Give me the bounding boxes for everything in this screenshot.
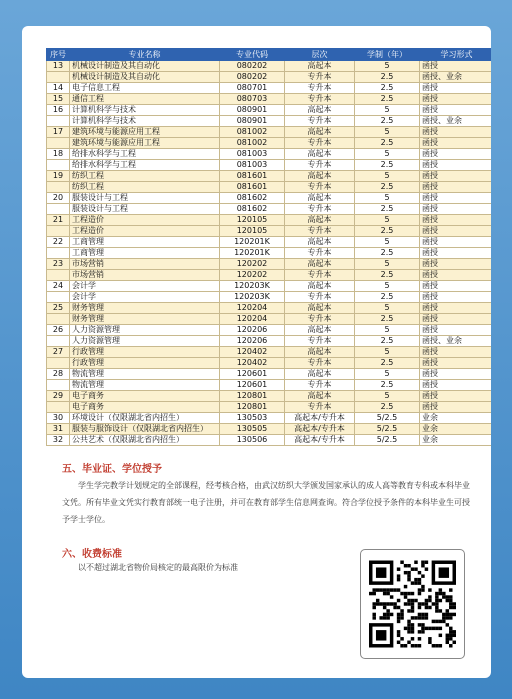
cell-name: 行政管理 [70, 347, 220, 358]
cell-name: 公共艺术（仅限湖北省内招生） [70, 435, 220, 446]
cell-years: 5 [355, 127, 420, 138]
cell-name: 物流管理 [70, 369, 220, 380]
table-row [47, 391, 492, 402]
section6-text: 以不超过湖北省物价局核定的最高限价为标准 [78, 563, 238, 572]
cell-mode: 函授 [420, 105, 492, 116]
cell-years: 2.5 [355, 248, 420, 259]
cell-code: 120203K [220, 281, 285, 292]
cell-level: 高起本 [285, 171, 355, 182]
cell-level: 高起本 [285, 127, 355, 138]
cell-name: 工商管理 [70, 248, 220, 259]
cell-years: 2.5 [355, 358, 420, 369]
cell-code: 081601 [220, 182, 285, 193]
cell-code: 080703 [220, 94, 285, 105]
cell-code: 120204 [220, 314, 285, 325]
cell-mode: 函授 [420, 281, 492, 292]
cell-no [47, 226, 70, 237]
cell-no [47, 336, 70, 347]
table-row [47, 358, 492, 369]
cell-code: 120201K [220, 237, 285, 248]
cell-no [47, 380, 70, 391]
cell-level: 高起本 [285, 347, 355, 358]
header-mode: 学习形式 [420, 49, 492, 61]
cell-code: 080901 [220, 105, 285, 116]
cell-code: 080901 [220, 116, 285, 127]
table-row [47, 303, 492, 314]
cell-years: 2.5 [355, 292, 420, 303]
header-years: 学制（年） [355, 49, 420, 61]
cell-no: 19 [47, 171, 70, 182]
cell-name: 人力资源管理 [70, 325, 220, 336]
table-row [47, 424, 492, 435]
cell-years: 5 [355, 193, 420, 204]
cell-code: 120105 [220, 226, 285, 237]
cell-no: 32 [47, 435, 70, 446]
cell-years: 5 [355, 347, 420, 358]
cell-level: 专升本 [285, 226, 355, 237]
cell-no: 22 [47, 237, 70, 248]
cell-level: 专升本 [285, 248, 355, 259]
cell-level: 专升本 [285, 314, 355, 325]
cell-years: 2.5 [355, 182, 420, 193]
header-no: 序号 [47, 49, 70, 61]
cell-no: 13 [47, 61, 70, 72]
section5-title: 五、毕业证、学位授予 [62, 464, 162, 475]
cell-code: 120206 [220, 325, 285, 336]
cell-level: 高起本 [285, 237, 355, 248]
section6-title: 六、收费标准 [62, 549, 122, 560]
cell-mode: 函授 [420, 369, 492, 380]
table-row [47, 127, 492, 138]
cell-name: 工程造价 [70, 226, 220, 237]
cell-code: 080202 [220, 61, 285, 72]
cell-no [47, 160, 70, 171]
cell-years: 2.5 [355, 402, 420, 413]
header-code: 专业代码 [220, 49, 285, 61]
cell-name: 机械设计制造及其自动化 [70, 61, 220, 72]
cell-name: 工商管理 [70, 237, 220, 248]
cell-level: 专升本 [285, 380, 355, 391]
cell-years: 5 [355, 369, 420, 380]
table-row [47, 380, 492, 391]
cell-no: 28 [47, 369, 70, 380]
cell-mode: 函授 [420, 171, 492, 182]
table-row [47, 402, 492, 413]
table-row [47, 182, 492, 193]
cell-no [47, 402, 70, 413]
cell-years: 5 [355, 61, 420, 72]
table-row [47, 171, 492, 182]
cell-level: 专升本 [285, 292, 355, 303]
cell-name: 纺织工程 [70, 171, 220, 182]
cell-level: 高起本 [285, 281, 355, 292]
cell-mode: 函授、业余 [420, 336, 492, 347]
cell-code: 081601 [220, 171, 285, 182]
qr-code [360, 549, 465, 659]
cell-level: 专升本 [285, 83, 355, 94]
cell-level: 高起本 [285, 391, 355, 402]
cell-level: 高起本 [285, 259, 355, 270]
cell-level: 高起本/专升本 [285, 413, 355, 424]
cell-mode: 函授 [420, 61, 492, 72]
cell-name: 市场营销 [70, 270, 220, 281]
table-row [47, 314, 492, 325]
cell-mode: 函授 [420, 237, 492, 248]
table-row [47, 347, 492, 358]
cell-years: 5/2.5 [355, 413, 420, 424]
table-row [47, 193, 492, 204]
cell-mode: 业余 [420, 435, 492, 446]
cell-code: 081002 [220, 138, 285, 149]
table-row [47, 237, 492, 248]
cell-code: 120203K [220, 292, 285, 303]
cell-name: 电子商务 [70, 402, 220, 413]
cell-years: 5 [355, 259, 420, 270]
cell-level: 专升本 [285, 336, 355, 347]
cell-mode: 函授 [420, 380, 492, 391]
cell-no [47, 270, 70, 281]
cell-code: 120601 [220, 380, 285, 391]
cell-code: 081002 [220, 127, 285, 138]
cell-years: 5 [355, 215, 420, 226]
cell-name: 服装设计与工程 [70, 204, 220, 215]
cell-no: 21 [47, 215, 70, 226]
cell-no [47, 204, 70, 215]
cell-level: 高起本/专升本 [285, 424, 355, 435]
cell-no: 31 [47, 424, 70, 435]
cell-years: 2.5 [355, 226, 420, 237]
cell-mode: 业余 [420, 424, 492, 435]
cell-mode: 函授 [420, 182, 492, 193]
cell-no [47, 182, 70, 193]
cell-mode: 函授 [420, 303, 492, 314]
table-row [47, 138, 492, 149]
cell-name: 计算机科学与技术 [70, 105, 220, 116]
cell-no: 15 [47, 94, 70, 105]
cell-name: 计算机科学与技术 [70, 116, 220, 127]
cell-code: 120202 [220, 259, 285, 270]
table-row [47, 413, 492, 424]
table-row [47, 435, 492, 446]
cell-mode: 函授 [420, 160, 492, 171]
cell-years: 5 [355, 391, 420, 402]
cell-no: 18 [47, 149, 70, 160]
cell-code: 130505 [220, 424, 285, 435]
cell-code: 130503 [220, 413, 285, 424]
cell-no [47, 138, 70, 149]
cell-no [47, 72, 70, 83]
cell-name: 市场营销 [70, 259, 220, 270]
cell-code: 120402 [220, 347, 285, 358]
cell-code: 130506 [220, 435, 285, 446]
cell-no: 26 [47, 325, 70, 336]
cell-mode: 函授 [420, 248, 492, 259]
cell-no: 24 [47, 281, 70, 292]
cell-no: 27 [47, 347, 70, 358]
cell-mode: 函授 [420, 391, 492, 402]
cell-years: 5 [355, 237, 420, 248]
cell-mode: 函授、业余 [420, 116, 492, 127]
cell-no [47, 248, 70, 259]
cell-name: 行政管理 [70, 358, 220, 369]
cell-mode: 业余 [420, 413, 492, 424]
cell-years: 2.5 [355, 270, 420, 281]
cell-name: 通信工程 [70, 94, 220, 105]
cell-mode: 函授 [420, 314, 492, 325]
table-row [47, 292, 492, 303]
cell-no: 25 [47, 303, 70, 314]
table-row [47, 94, 492, 105]
cell-name: 服装与服饰设计（仅限湖北省内招生） [70, 424, 220, 435]
cell-name: 给排水科学与工程 [70, 160, 220, 171]
cell-no: 16 [47, 105, 70, 116]
cell-level: 专升本 [285, 116, 355, 127]
cell-no: 23 [47, 259, 70, 270]
table-row [47, 116, 492, 127]
cell-years: 2.5 [355, 380, 420, 391]
cell-name: 会计学 [70, 281, 220, 292]
cell-code: 120105 [220, 215, 285, 226]
cell-mode: 函授 [420, 259, 492, 270]
table-row [47, 160, 492, 171]
cell-mode: 函授 [420, 215, 492, 226]
cell-no: 29 [47, 391, 70, 402]
cell-code: 120201K [220, 248, 285, 259]
cell-mode: 函授 [420, 193, 492, 204]
qr-code-icon [369, 558, 456, 650]
cell-years: 5 [355, 149, 420, 160]
cell-mode: 函授 [420, 358, 492, 369]
cell-mode: 函授 [420, 292, 492, 303]
cell-name: 人力资源管理 [70, 336, 220, 347]
cell-years: 2.5 [355, 94, 420, 105]
cell-level: 高起本 [285, 215, 355, 226]
cell-years: 2.5 [355, 314, 420, 325]
cell-mode: 函授 [420, 127, 492, 138]
cell-years: 5 [355, 171, 420, 182]
table-header [47, 49, 492, 61]
table-row [47, 281, 492, 292]
cell-name: 财务管理 [70, 303, 220, 314]
cell-level: 高起本 [285, 105, 355, 116]
cell-name: 财务管理 [70, 314, 220, 325]
cell-mode: 函授 [420, 94, 492, 105]
cell-no: 20 [47, 193, 70, 204]
cell-code: 081602 [220, 193, 285, 204]
cell-level: 高起本 [285, 61, 355, 72]
cell-code: 120402 [220, 358, 285, 369]
table-row [47, 72, 492, 83]
cell-code: 081003 [220, 160, 285, 171]
table-row [47, 204, 492, 215]
cell-name: 纺织工程 [70, 182, 220, 193]
cell-name: 电子信息工程 [70, 83, 220, 94]
cell-name: 建筑环境与能源应用工程 [70, 127, 220, 138]
header-name: 专业名称 [70, 49, 220, 61]
cell-no [47, 314, 70, 325]
cell-years: 2.5 [355, 336, 420, 347]
cell-code: 080202 [220, 72, 285, 83]
cell-years: 2.5 [355, 72, 420, 83]
cell-level: 专升本 [285, 358, 355, 369]
cell-code: 120801 [220, 391, 285, 402]
cell-years: 5 [355, 303, 420, 314]
cell-mode: 函授 [420, 83, 492, 94]
cell-name: 环境设计（仅限湖北省内招生） [70, 413, 220, 424]
cell-level: 专升本 [285, 160, 355, 171]
table-row [47, 149, 492, 160]
cell-code: 081602 [220, 204, 285, 215]
cell-mode: 函授 [420, 270, 492, 281]
cell-years: 5/2.5 [355, 424, 420, 435]
cell-level: 专升本 [285, 182, 355, 193]
cell-name: 给排水科学与工程 [70, 149, 220, 160]
cell-no [47, 116, 70, 127]
header-level: 层次 [285, 49, 355, 61]
brochure-page [22, 26, 491, 678]
cell-name: 会计学 [70, 292, 220, 303]
section5-text: 学生学完教学计划规定的全部课程，经考核合格，由武汉纺织大学颁发国家承认的成人高等教育专科或本科毕业文凭。所有毕业文凭实行教育部统一电子注册，并可在教育部学生信息网查询。符合学位授予条件的本科毕业生可授予学士学位。 [62, 481, 470, 524]
cell-level: 高起本 [285, 193, 355, 204]
table-row [47, 325, 492, 336]
cell-name: 服装设计与工程 [70, 193, 220, 204]
cell-code: 081003 [220, 149, 285, 160]
cell-level: 高起本 [285, 325, 355, 336]
cell-code: 120206 [220, 336, 285, 347]
cell-name: 物流管理 [70, 380, 220, 391]
cell-years: 2.5 [355, 204, 420, 215]
cell-mode: 函授 [420, 149, 492, 160]
cell-level: 专升本 [285, 402, 355, 413]
table-row [47, 83, 492, 94]
cell-no [47, 358, 70, 369]
cell-mode: 函授 [420, 402, 492, 413]
cell-level: 专升本 [285, 138, 355, 149]
cell-no: 14 [47, 83, 70, 94]
cell-level: 专升本 [285, 204, 355, 215]
table-row [47, 270, 492, 281]
cell-no: 17 [47, 127, 70, 138]
cell-level: 专升本 [285, 94, 355, 105]
cell-no [47, 292, 70, 303]
cell-level: 高起本 [285, 303, 355, 314]
cell-mode: 函授 [420, 347, 492, 358]
table-row [47, 369, 492, 380]
cell-code: 120202 [220, 270, 285, 281]
table-row [47, 248, 492, 259]
cell-level: 高起本/专升本 [285, 435, 355, 446]
cell-years: 5 [355, 105, 420, 116]
cell-mode: 函授 [420, 226, 492, 237]
cell-code: 120801 [220, 402, 285, 413]
cell-years: 5/2.5 [355, 435, 420, 446]
cell-level: 专升本 [285, 270, 355, 281]
majors-table [46, 48, 491, 446]
cell-name: 机械设计制造及其自动化 [70, 72, 220, 83]
table-row [47, 259, 492, 270]
cell-code: 080701 [220, 83, 285, 94]
cell-years: 2.5 [355, 160, 420, 171]
cell-years: 5 [355, 281, 420, 292]
table-body [47, 61, 492, 446]
table-row [47, 61, 492, 72]
cell-mode: 函授 [420, 204, 492, 215]
table-row [47, 336, 492, 347]
cell-years: 2.5 [355, 138, 420, 149]
cell-mode: 函授 [420, 325, 492, 336]
cell-level: 高起本 [285, 369, 355, 380]
cell-code: 120204 [220, 303, 285, 314]
cell-name: 电子商务 [70, 391, 220, 402]
table-row [47, 226, 492, 237]
cell-mode: 函授、业余 [420, 72, 492, 83]
cell-code: 120601 [220, 369, 285, 380]
table-row [47, 105, 492, 116]
cell-mode: 函授 [420, 138, 492, 149]
cell-level: 专升本 [285, 72, 355, 83]
cell-years: 2.5 [355, 83, 420, 94]
cell-level: 高起本 [285, 149, 355, 160]
cell-name: 工程造价 [70, 215, 220, 226]
cell-no: 30 [47, 413, 70, 424]
cell-name: 建筑环境与能源应用工程 [70, 138, 220, 149]
table-row [47, 215, 492, 226]
cell-years: 2.5 [355, 116, 420, 127]
cell-years: 5 [355, 325, 420, 336]
